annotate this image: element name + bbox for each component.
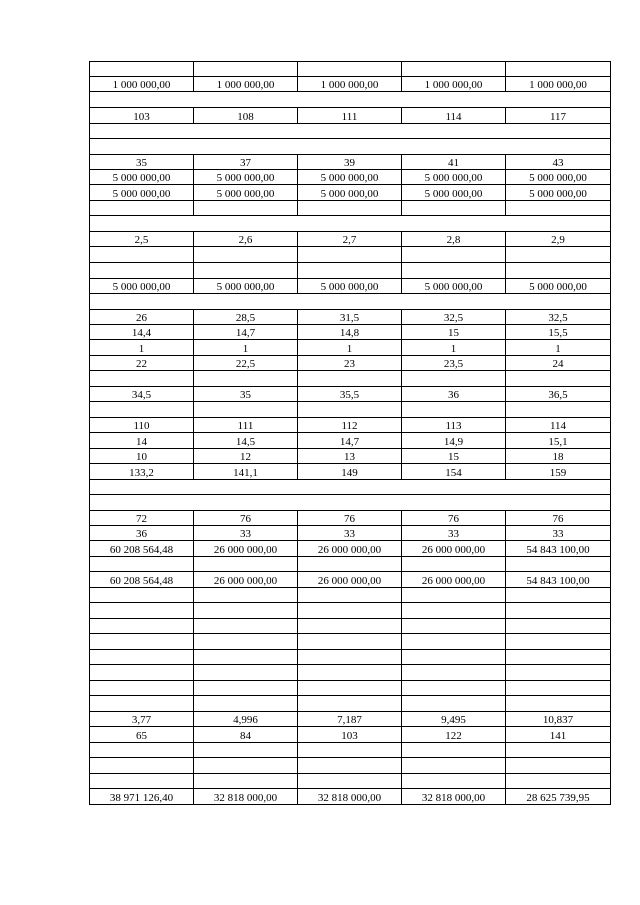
table-cell: 4,996 — [194, 712, 298, 727]
table-cell: 1 — [402, 340, 506, 356]
table-row — [90, 371, 611, 387]
table-cell: 117 — [506, 108, 611, 124]
table-cell: 141 — [506, 727, 611, 743]
table-row — [90, 619, 611, 634]
table-cell: 5 000 000,00 — [194, 279, 298, 294]
table-cell — [194, 743, 298, 758]
table-cell — [194, 371, 298, 387]
table-cell — [298, 201, 402, 216]
table-cell: 26 000 000,00 — [402, 572, 506, 588]
table-row — [90, 155, 611, 170]
table-cell: 1 — [90, 340, 194, 356]
table-cell — [194, 665, 298, 681]
table-cell — [194, 62, 298, 77]
table-cell: 1 — [298, 340, 402, 356]
table-cell — [506, 557, 611, 572]
table-cell — [298, 696, 402, 712]
table-cell — [298, 650, 402, 665]
table-cell — [298, 62, 402, 77]
table-cell — [90, 650, 194, 665]
table-cell: 5 000 000,00 — [402, 279, 506, 294]
table-cell — [90, 139, 611, 155]
table-cell: 1 000 000,00 — [194, 77, 298, 92]
table-cell: 103 — [298, 727, 402, 743]
table-cell: 159 — [506, 464, 611, 480]
table-cell — [402, 743, 506, 758]
table-cell — [506, 371, 611, 387]
table-cell: 23 — [298, 356, 402, 371]
table-cell — [402, 758, 506, 774]
table-row — [90, 495, 611, 511]
table-cell: 1 000 000,00 — [506, 77, 611, 92]
table-cell: 114 — [506, 418, 611, 433]
table-cell — [506, 758, 611, 774]
table-cell: 5 000 000,00 — [194, 185, 298, 201]
table-row — [90, 185, 611, 201]
table-row — [90, 139, 611, 155]
table-cell: 149 — [298, 464, 402, 480]
table-cell: 34,5 — [90, 387, 194, 402]
table-cell: 1 000 000,00 — [298, 77, 402, 92]
table-row — [90, 665, 611, 681]
table-cell: 154 — [402, 464, 506, 480]
table-row — [90, 650, 611, 665]
table-cell — [506, 696, 611, 712]
table-row — [90, 696, 611, 712]
table-cell — [194, 774, 298, 789]
table-cell: 5 000 000,00 — [506, 279, 611, 294]
table-cell — [506, 247, 611, 263]
table-cell — [506, 62, 611, 77]
table-row — [90, 325, 611, 340]
table-row — [90, 449, 611, 464]
table-cell: 5 000 000,00 — [90, 279, 194, 294]
table-cell: 36 — [402, 387, 506, 402]
table-cell — [298, 588, 402, 603]
table-cell: 10,837 — [506, 712, 611, 727]
table-cell: 60 208 564,48 — [90, 541, 194, 557]
table-cell: 5 000 000,00 — [402, 170, 506, 185]
table-cell: 112 — [298, 418, 402, 433]
table-cell — [194, 603, 298, 619]
table-cell: 5 000 000,00 — [90, 170, 194, 185]
table-cell: 32 818 000,00 — [194, 789, 298, 805]
table-cell — [194, 588, 298, 603]
table-cell: 113 — [402, 418, 506, 433]
table-row — [90, 588, 611, 603]
table-row — [90, 541, 611, 557]
table-cell — [298, 402, 402, 418]
table-cell: 14,4 — [90, 325, 194, 340]
table-cell — [298, 758, 402, 774]
table-row — [90, 433, 611, 449]
table-cell: 43 — [506, 155, 611, 170]
table-cell — [194, 758, 298, 774]
table-cell — [90, 557, 194, 572]
table-cell: 72 — [90, 511, 194, 526]
table-cell: 5 000 000,00 — [506, 185, 611, 201]
table-cell — [194, 402, 298, 418]
table-cell: 111 — [298, 108, 402, 124]
table-cell — [298, 681, 402, 696]
data-table — [89, 61, 611, 805]
table-cell: 32 818 000,00 — [402, 789, 506, 805]
table-cell — [298, 634, 402, 650]
table-cell: 114 — [402, 108, 506, 124]
table-cell — [402, 371, 506, 387]
table-row — [90, 62, 611, 77]
table-cell: 76 — [194, 511, 298, 526]
table-cell — [402, 247, 506, 263]
table-row — [90, 92, 611, 108]
table-cell — [90, 216, 611, 232]
table-row — [90, 789, 611, 805]
table-cell: 14,9 — [402, 433, 506, 449]
table-row — [90, 464, 611, 480]
table-cell: 38 971 126,40 — [90, 789, 194, 805]
table-cell — [90, 480, 611, 495]
table-cell: 14,8 — [298, 325, 402, 340]
table-cell — [90, 743, 194, 758]
table-cell: 37 — [194, 155, 298, 170]
table-row — [90, 356, 611, 371]
table-row — [90, 634, 611, 650]
table-cell: 14 — [90, 433, 194, 449]
table-cell: 1 — [506, 340, 611, 356]
table-row — [90, 480, 611, 495]
table-row — [90, 603, 611, 619]
table-cell — [298, 774, 402, 789]
table-cell — [194, 619, 298, 634]
table-row — [90, 170, 611, 185]
table-cell: 35 — [194, 387, 298, 402]
table-cell: 23,5 — [402, 356, 506, 371]
table-cell — [506, 665, 611, 681]
table-cell — [402, 774, 506, 789]
table-cell — [402, 665, 506, 681]
table-row — [90, 572, 611, 588]
table-cell: 33 — [402, 526, 506, 541]
table-cell — [402, 201, 506, 216]
table-cell — [90, 62, 194, 77]
table-cell: 35 — [90, 155, 194, 170]
table-cell — [402, 603, 506, 619]
table-cell — [90, 603, 194, 619]
table-cell — [90, 371, 194, 387]
table-cell: 5 000 000,00 — [506, 170, 611, 185]
table-cell: 108 — [194, 108, 298, 124]
table-cell: 14,5 — [194, 433, 298, 449]
table-cell: 36 — [90, 526, 194, 541]
table-row — [90, 712, 611, 727]
table-cell: 5 000 000,00 — [298, 185, 402, 201]
table-cell — [90, 263, 194, 279]
table-cell — [506, 774, 611, 789]
table-cell: 2,6 — [194, 232, 298, 247]
table-cell: 26 — [90, 310, 194, 325]
table-cell — [402, 634, 506, 650]
table-cell — [402, 402, 506, 418]
table-row — [90, 108, 611, 124]
table-cell — [298, 743, 402, 758]
table-cell: 13 — [298, 449, 402, 464]
table-row — [90, 310, 611, 325]
table-cell: 133,2 — [90, 464, 194, 480]
table-cell — [298, 603, 402, 619]
table-row — [90, 247, 611, 263]
table-cell — [90, 92, 611, 108]
table-cell: 15,1 — [506, 433, 611, 449]
table-row — [90, 526, 611, 541]
table-cell: 5 000 000,00 — [194, 170, 298, 185]
table-row — [90, 201, 611, 216]
table-cell — [90, 588, 194, 603]
table-cell: 60 208 564,48 — [90, 572, 194, 588]
table-cell: 54 843 100,00 — [506, 572, 611, 588]
table-cell: 76 — [506, 511, 611, 526]
table-cell — [298, 263, 402, 279]
table-cell — [506, 634, 611, 650]
table-cell: 2,9 — [506, 232, 611, 247]
table-cell: 28,5 — [194, 310, 298, 325]
table-row — [90, 124, 611, 139]
table-cell: 1 000 000,00 — [402, 77, 506, 92]
table-cell — [90, 681, 194, 696]
table-cell: 31,5 — [298, 310, 402, 325]
table-cell — [298, 557, 402, 572]
table-cell — [90, 201, 194, 216]
table-cell: 33 — [506, 526, 611, 541]
table-cell — [506, 681, 611, 696]
table-cell — [298, 665, 402, 681]
table-cell: 15 — [402, 449, 506, 464]
table-cell: 2,8 — [402, 232, 506, 247]
table-cell — [90, 696, 194, 712]
table-cell: 103 — [90, 108, 194, 124]
table-body — [90, 62, 611, 805]
table-cell — [90, 634, 194, 650]
table-cell — [506, 619, 611, 634]
table-cell: 33 — [298, 526, 402, 541]
table-cell — [194, 650, 298, 665]
table-cell — [402, 263, 506, 279]
table-cell — [506, 402, 611, 418]
table-cell — [402, 588, 506, 603]
table-cell — [90, 294, 611, 310]
table-cell — [402, 62, 506, 77]
table-cell: 35,5 — [298, 387, 402, 402]
table-row — [90, 758, 611, 774]
table-cell: 65 — [90, 727, 194, 743]
table-cell: 32,5 — [506, 310, 611, 325]
table-cell: 15,5 — [506, 325, 611, 340]
table-cell — [194, 681, 298, 696]
table-cell: 54 843 100,00 — [506, 541, 611, 557]
table-row — [90, 402, 611, 418]
table-cell — [90, 124, 611, 139]
table-cell: 26 000 000,00 — [402, 541, 506, 557]
table-cell — [402, 650, 506, 665]
table-cell: 32,5 — [402, 310, 506, 325]
table-cell: 3,77 — [90, 712, 194, 727]
table-cell: 28 625 739,95 — [506, 789, 611, 805]
table-cell — [298, 371, 402, 387]
table-cell — [90, 619, 194, 634]
table-cell: 122 — [402, 727, 506, 743]
table-cell: 26 000 000,00 — [194, 541, 298, 557]
table-cell — [506, 201, 611, 216]
table-row — [90, 727, 611, 743]
table-cell: 24 — [506, 356, 611, 371]
table-cell: 141,1 — [194, 464, 298, 480]
table-cell: 1 000 000,00 — [90, 77, 194, 92]
table-cell — [194, 557, 298, 572]
table-cell: 110 — [90, 418, 194, 433]
table-cell: 33 — [194, 526, 298, 541]
table-cell — [298, 247, 402, 263]
table-cell: 12 — [194, 449, 298, 464]
table-cell: 36,5 — [506, 387, 611, 402]
table-row — [90, 232, 611, 247]
table-cell: 22,5 — [194, 356, 298, 371]
table-cell — [194, 696, 298, 712]
table-cell: 2,7 — [298, 232, 402, 247]
table-cell: 14,7 — [194, 325, 298, 340]
table-cell — [402, 619, 506, 634]
table-cell: 5 000 000,00 — [90, 185, 194, 201]
table-row — [90, 418, 611, 433]
table-cell: 111 — [194, 418, 298, 433]
table-cell: 84 — [194, 727, 298, 743]
table-cell — [506, 263, 611, 279]
table-cell — [402, 696, 506, 712]
table-cell — [194, 201, 298, 216]
table-cell: 18 — [506, 449, 611, 464]
table-row — [90, 279, 611, 294]
table-row — [90, 511, 611, 526]
table-cell: 10 — [90, 449, 194, 464]
table-row — [90, 77, 611, 92]
table-cell — [506, 650, 611, 665]
table-cell — [90, 758, 194, 774]
table-cell: 5 000 000,00 — [298, 279, 402, 294]
table-cell: 76 — [298, 511, 402, 526]
table-cell: 5 000 000,00 — [402, 185, 506, 201]
table-cell — [194, 263, 298, 279]
table-row — [90, 774, 611, 789]
table-cell — [194, 247, 298, 263]
table-cell — [90, 247, 194, 263]
table-cell — [90, 665, 194, 681]
table-cell — [90, 495, 611, 511]
table-cell — [506, 588, 611, 603]
table-cell: 22 — [90, 356, 194, 371]
table-cell — [90, 774, 194, 789]
table-row — [90, 263, 611, 279]
table-cell — [194, 634, 298, 650]
table-row — [90, 681, 611, 696]
table-cell: 5 000 000,00 — [298, 170, 402, 185]
table-cell: 32 818 000,00 — [298, 789, 402, 805]
table-cell — [506, 743, 611, 758]
table-cell — [298, 619, 402, 634]
table-cell: 41 — [402, 155, 506, 170]
table-cell: 9,495 — [402, 712, 506, 727]
table-row — [90, 294, 611, 310]
table-cell: 39 — [298, 155, 402, 170]
table-cell — [402, 557, 506, 572]
table-cell: 15 — [402, 325, 506, 340]
table-cell: 1 — [194, 340, 298, 356]
table-cell: 2,5 — [90, 232, 194, 247]
table-cell — [402, 681, 506, 696]
table-row — [90, 216, 611, 232]
table-row — [90, 340, 611, 356]
table-cell: 26 000 000,00 — [194, 572, 298, 588]
table-cell: 76 — [402, 511, 506, 526]
table-cell: 7,187 — [298, 712, 402, 727]
table-row — [90, 743, 611, 758]
table-row — [90, 387, 611, 402]
table-row — [90, 557, 611, 572]
table-cell — [506, 603, 611, 619]
table-cell: 14,7 — [298, 433, 402, 449]
table-cell: 26 000 000,00 — [298, 572, 402, 588]
table-cell: 26 000 000,00 — [298, 541, 402, 557]
table-cell — [90, 402, 194, 418]
